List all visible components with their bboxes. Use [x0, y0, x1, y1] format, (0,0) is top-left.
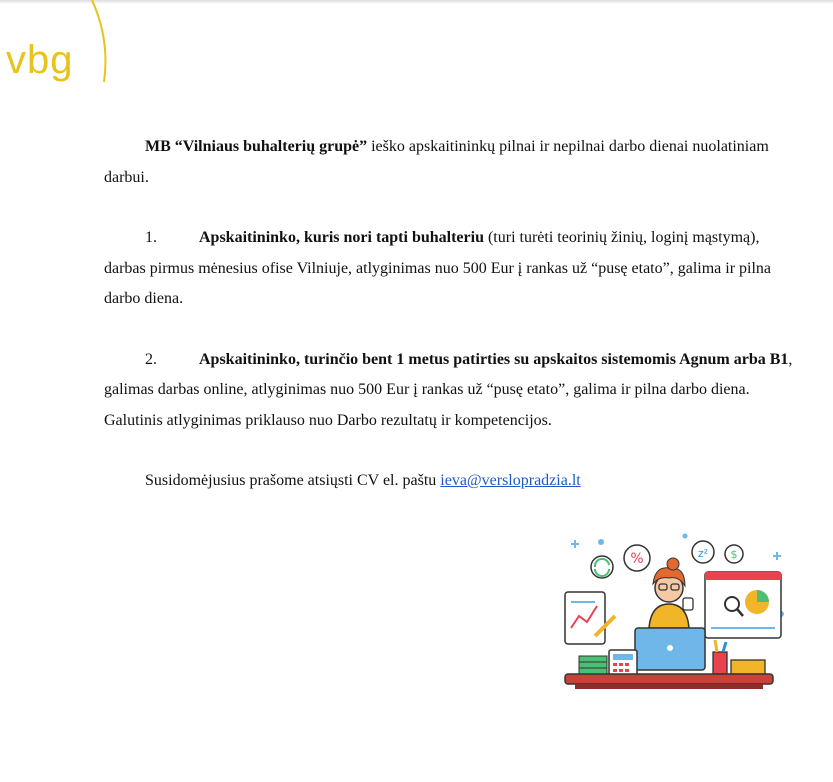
- svg-text:%: %: [630, 551, 644, 567]
- job-item-2: [104, 345, 804, 437]
- vbg-logo: vbg: [6, 38, 74, 82]
- svg-text:$: $: [730, 548, 738, 561]
- item-number: 1.: [145, 229, 157, 246]
- job-title-2: Apskaitininko, turinčio bent 1 metus patirties su apskaitos sistemomis Agnum arba B1: [199, 350, 789, 368]
- contact-text: Susidomėjusius prašome atsiųsti CV el. paštu: [145, 472, 441, 489]
- svg-text:z²: z²: [697, 547, 709, 560]
- job-text-1: (turi turėti teorinių žinių, loginį mąstymą), darbas pirmus mėnesius ofise Vilniuje, atlyginimas nuo 500 Eur į rankas už “pusę etato”, galima ir pilna darbo diena.: [104, 229, 772, 307]
- accountant-illustration: [545, 532, 795, 697]
- job-title-1: Apskaitininko, kuris nori tapti buhalteriu: [199, 229, 484, 246]
- intro-text: ieško apskaitininkų pilnai ir nepilnai darbo dienai nuolatiniam darbui.: [104, 138, 769, 186]
- document-body: [104, 132, 804, 497]
- item-number: 2.: [145, 350, 157, 368]
- job-item-1: [104, 223, 804, 315]
- page-top-shadow: [0, 0, 833, 4]
- company-name: MB “Vilniaus buhalterių grupė”: [145, 138, 368, 155]
- contact-paragraph: [104, 466, 804, 497]
- intro-paragraph: [104, 132, 804, 193]
- job-text-2: , galimas darbas online, atlyginimas nuo 500 Eur į rankas už “pusę etato”, galima ir pilna darbo diena. Galutinis atlyginimas priklauso nuo Darbo rezultatų ir kompetencijos.: [104, 350, 793, 429]
- email-link[interactable]: ieva@verslopradzia.lt: [440, 472, 581, 489]
